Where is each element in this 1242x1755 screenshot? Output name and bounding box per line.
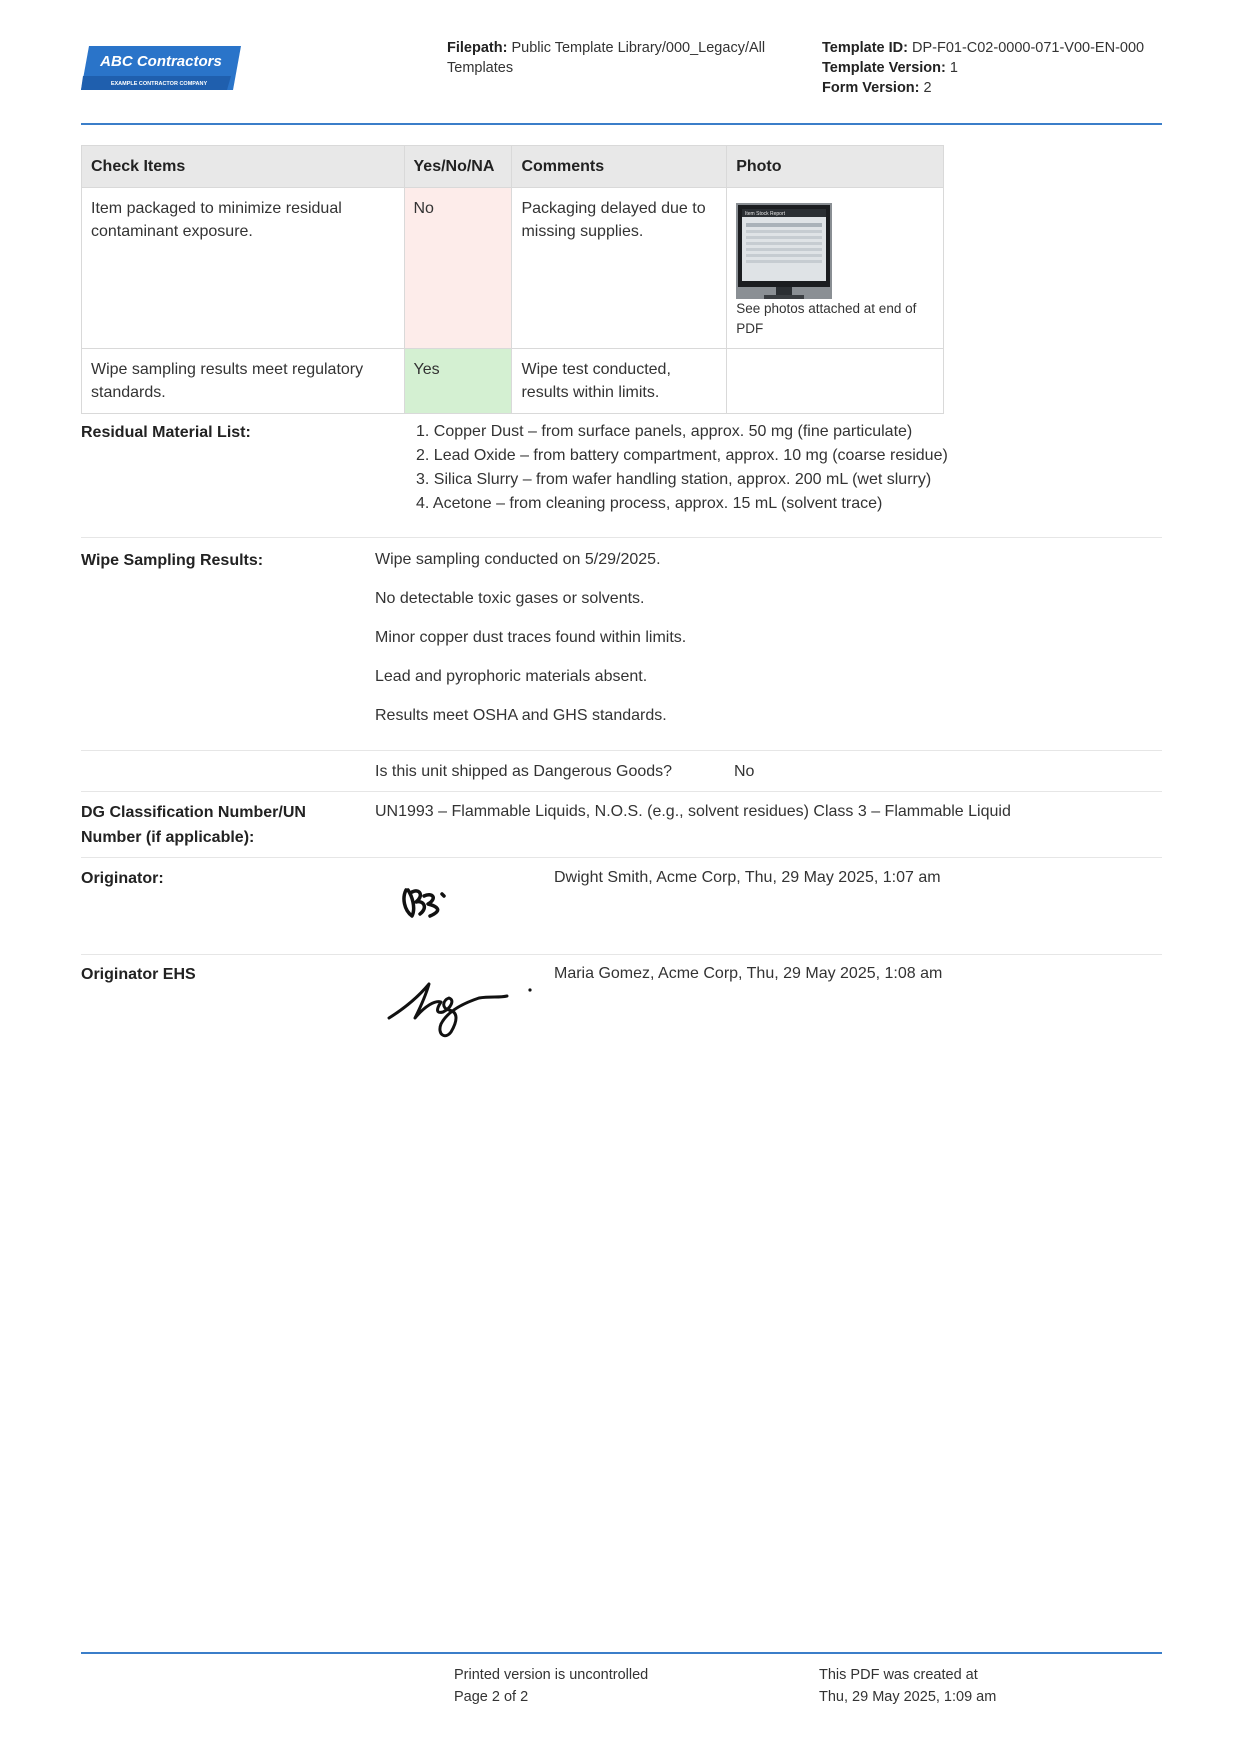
answer-cell: Yes <box>404 349 512 414</box>
col-header-check-items: Check Items <box>82 146 405 188</box>
dg-question: Is this unit shipped as Dangerous Goods? <box>375 763 673 780</box>
list-item: 4. Acetone – from cleaning process, approx. 15 mL (solvent trace) <box>416 495 883 512</box>
originator-signature <box>398 880 458 930</box>
dg-answer: No <box>734 763 755 780</box>
list-item: 2. Lead Oxide – from battery compartment, approx. 10 mg (coarse residue) <box>416 447 948 464</box>
template-id-line <box>822 38 1162 58</box>
photo-caption: See photos attached at end of PDF <box>736 301 917 336</box>
photo-cell <box>727 349 944 414</box>
comment-cell: Wipe test conducted, results within limits. <box>512 349 727 414</box>
col-header-photo: Photo <box>727 146 944 188</box>
section-divider <box>81 537 1162 538</box>
footer-left <box>454 1664 648 1708</box>
check-items-table <box>81 145 944 414</box>
filepath-value: Public Template Library/000_Legacy/All Templates <box>447 40 766 76</box>
wipe-line: Wipe sampling conducted on 5/29/2025. <box>375 551 661 568</box>
photo-title: Item Stock Report <box>745 211 786 217</box>
photo-thumbnail[interactable] <box>736 203 832 299</box>
table-header-row <box>82 146 944 188</box>
created-value: Thu, 29 May 2025, 1:09 am <box>819 1689 997 1705</box>
footer-right <box>819 1664 996 1708</box>
filepath-label: Filepath: <box>447 40 508 56</box>
wipe-line: No detectable toxic gases or solvents. <box>375 590 645 607</box>
answer-cell: No <box>404 188 512 349</box>
company-logo <box>81 46 241 92</box>
footer-divider <box>81 1652 1162 1654</box>
check-item-cell: Wipe sampling results meet regulatory standards. <box>82 349 405 414</box>
wipe-results <box>375 548 686 743</box>
originator-label: Originator: <box>81 870 164 887</box>
residual-label: Residual Material List: <box>81 424 251 441</box>
uncontrolled-notice: Printed version is uncontrolled <box>454 1667 649 1683</box>
originator-ehs-signed-by: Maria Gomez, Acme Corp, Thu, 29 May 2025, 1:08 am <box>554 965 943 982</box>
logo-name: ABC Contractors <box>100 53 222 70</box>
dg-class-value: UN1993 – Flammable Liquids, N.O.S. (e.g., solvent residues) Class 3 – Flammable Liquid <box>375 803 1011 820</box>
wipe-label: Wipe Sampling Results: <box>81 552 264 569</box>
form-version-value: 2 <box>923 80 932 96</box>
originator-ehs-label: Originator EHS <box>81 966 196 983</box>
template-version-line <box>822 58 1162 78</box>
table-row <box>82 188 944 349</box>
section-divider <box>81 750 1162 751</box>
col-header-answer: Yes/No/NA <box>404 146 512 188</box>
template-version-value: 1 <box>949 60 958 76</box>
dg-class-label: DG Classification Number/UN Number (if applicable): <box>81 804 306 846</box>
section-divider <box>81 857 1162 858</box>
template-info-block <box>822 38 1162 98</box>
section-divider <box>81 954 1162 955</box>
originator-ehs-signature <box>385 972 535 1042</box>
header-divider <box>81 123 1162 125</box>
photo-cell <box>727 188 944 349</box>
originator-signed-by: Dwight Smith, Acme Corp, Thu, 29 May 2025, 1:07 am <box>554 869 941 886</box>
wipe-line: Lead and pyrophoric materials absent. <box>375 668 648 685</box>
residual-list <box>416 420 948 516</box>
list-item: 1. Copper Dust – from surface panels, approx. 50 mg (fine particulate) <box>416 423 913 440</box>
form-version-label: Form Version: <box>822 80 920 96</box>
comment-cell: Packaging delayed due to missing supplies. <box>512 188 727 349</box>
template-id-label: Template ID: <box>822 40 908 56</box>
template-id-value: DP-F01-C02-0000-071-V00-EN-000 <box>911 40 1145 56</box>
section-divider <box>81 791 1162 792</box>
template-version-label: Template Version: <box>822 60 946 76</box>
col-header-comments: Comments <box>512 146 727 188</box>
filepath-block <box>447 38 777 78</box>
table-row <box>82 349 944 414</box>
created-label: This PDF was created at <box>819 1667 978 1683</box>
check-item-cell: Item packaged to minimize residual contaminant exposure. <box>82 188 405 349</box>
wipe-line: Minor copper dust traces found within limits. <box>375 629 687 646</box>
page-number: Page 2 of 2 <box>454 1689 529 1705</box>
logo-tagline: EXAMPLE CONTRACTOR COMPANY <box>110 81 208 87</box>
page-header <box>81 36 1162 124</box>
wipe-line: Results meet OSHA and GHS standards. <box>375 707 667 724</box>
list-item: 3. Silica Slurry – from wafer handling station, approx. 200 mL (wet slurry) <box>416 471 932 488</box>
form-version-line <box>822 78 1162 98</box>
